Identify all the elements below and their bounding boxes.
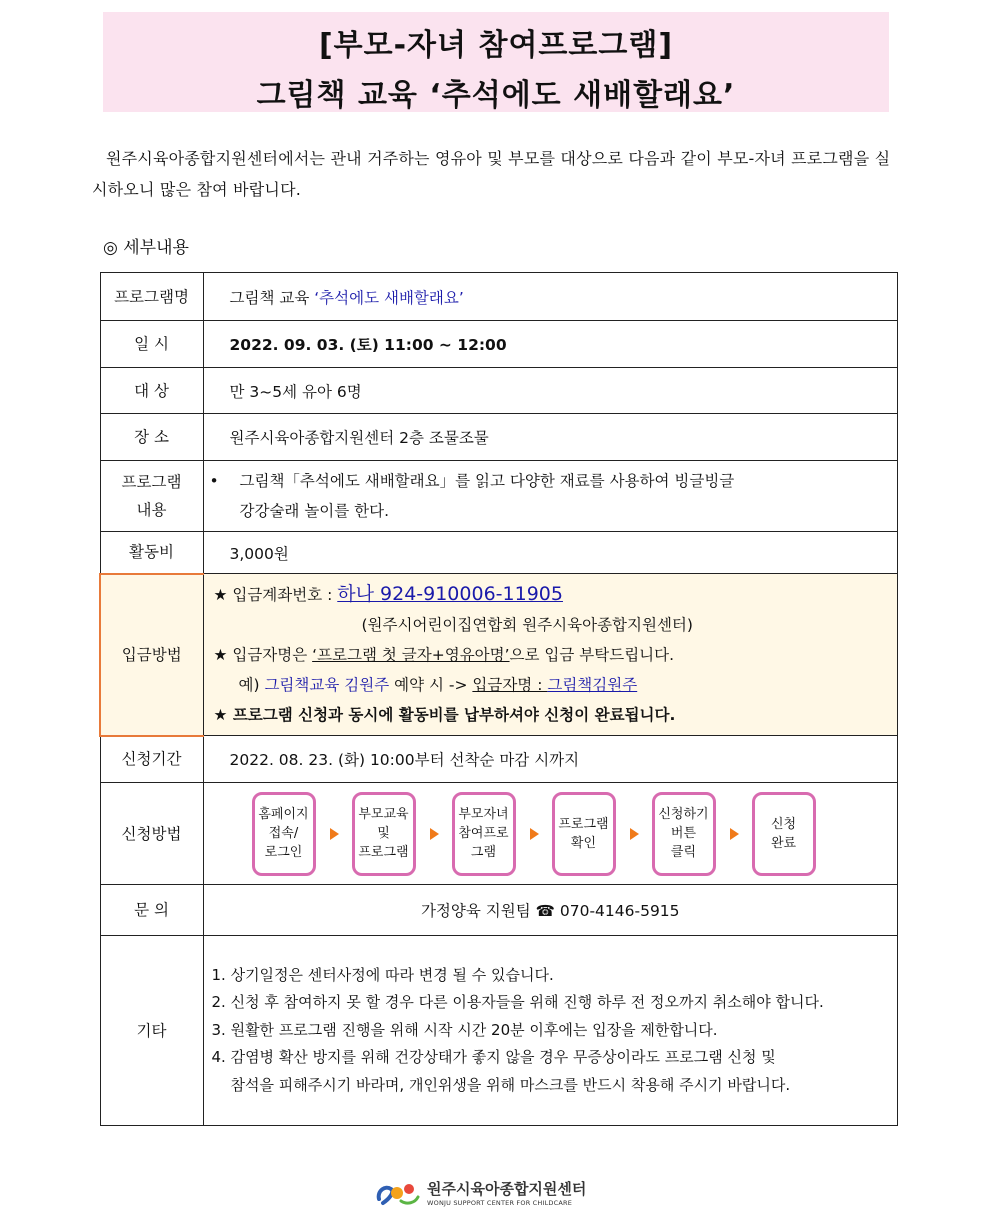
depositor-rule: ‘프로그램 첫 글자+영유아명’: [312, 646, 510, 664]
step-text: 확인: [570, 835, 597, 851]
example-line: [214, 670, 898, 700]
table-row: [100, 574, 898, 736]
example-mid: 예약 시 ->: [389, 676, 473, 694]
account-number[interactable]: 하나 924-910006-11905: [337, 583, 563, 605]
table-row: [100, 414, 898, 461]
table-row: [100, 736, 898, 783]
example-result: 그림책김원주: [547, 676, 638, 694]
step-box: [452, 792, 516, 876]
step-text: 부모자녀: [458, 807, 509, 822]
date-value: 2022. 09. 03. (토) 11:00 ~ 12:00: [203, 321, 898, 368]
etc-item-4: 4. 감염병 확산 방지를 위해 건강상태가 좋지 않을 경우 무증상이라도 프로그램 신청 및: [211, 1048, 776, 1067]
program-name-prefix: 그림책 교육: [229, 288, 315, 307]
content-line-2: 강강술래 놀이를 한다.: [239, 502, 390, 520]
example-prefix: 예): [238, 676, 265, 694]
etc-item-1: 1. 상기일정은 센터사정에 따라 변경 될 수 있습니다.: [211, 965, 554, 984]
intro-paragraph: 원주시육아종합지원센터에서는 관내 거주하는 영유아 및 부모를 대상으로 다음과 같이 부모-자녀 프로그램을 실시하오니 많은 참여 바랍니다.: [92, 149, 891, 199]
footer-logo: [375, 1177, 586, 1207]
payment-value: [203, 574, 898, 736]
step-text: 클릭: [670, 845, 697, 860]
step-text: 그램: [470, 845, 497, 860]
step-text: 버튼: [670, 826, 697, 841]
step-text: 신청하기: [658, 807, 709, 822]
program-name-highlight: ‘추석에도 새배할래요’: [314, 288, 464, 307]
arrow-right-icon: [630, 828, 639, 840]
step-box: [252, 792, 316, 876]
row-label-payment: 입금방법: [100, 574, 203, 736]
table-row: [100, 461, 898, 532]
content-label-line-2: 내용: [136, 501, 167, 519]
account-line: [214, 579, 898, 610]
etc-item-4-continued: 참석을 피해주시기 바라며, 개인위생을 위해 마스크를 반드시 착용해 주시기 바랍니다.: [230, 1075, 791, 1094]
method-value: [203, 783, 898, 885]
etc-item-3: 3. 원활한 프로그램 진행을 위해 시작 시간 20분 이후에는 입장을 제한합니다.: [211, 1020, 718, 1039]
star-icon: ★: [213, 646, 228, 664]
row-label-method: 신청방법: [100, 783, 203, 885]
content-label-line-1: 프로그램: [121, 473, 182, 491]
depositor-suffix: 으로 입금 부탁드립니다.: [509, 646, 675, 664]
account-label: 입금계좌번호 :: [232, 586, 338, 604]
step-box: [652, 792, 716, 876]
row-label-program-name: 프로그램명: [100, 273, 203, 321]
row-label-fee: 활동비: [100, 532, 203, 574]
table-row: [100, 368, 898, 414]
step-text: 프로그램: [358, 845, 409, 860]
star-icon: ★: [213, 706, 228, 724]
phone-icon: ☎: [535, 902, 555, 920]
step-text: 완료: [770, 835, 797, 851]
content-value: [203, 461, 898, 532]
table-row: [100, 783, 898, 885]
details-table: [99, 272, 898, 1126]
bullet-icon: •: [209, 472, 219, 490]
payment-notice: [214, 700, 898, 730]
payment-notice-text: 프로그램 신청과 동시에 활동비를 납부하셔야 신청이 완료됩니다.: [232, 706, 676, 724]
step-text: 접속/: [268, 826, 299, 841]
depositor-line: [214, 640, 898, 670]
step-text: 참여프로: [458, 826, 509, 841]
row-label-date: 일 시: [100, 321, 203, 368]
etc-value: [203, 936, 898, 1126]
arrow-right-icon: [730, 828, 739, 840]
content-line-1: 그림책「추석에도 새배할래요」를 읽고 다양한 재료를 사용하여 빙글빙글: [239, 472, 735, 490]
title-line-2: 그림책 교육 ‘추석에도 새배할래요’: [256, 78, 736, 113]
row-label-contact: 문 의: [100, 885, 203, 936]
row-label-place: 장 소: [100, 414, 203, 461]
contact-team: 가정양육 지원팀: [420, 902, 536, 920]
row-label-period: 신청기간: [100, 736, 203, 783]
row-label-target: 대 상: [100, 368, 203, 414]
step-text: 부모교육: [358, 807, 409, 822]
arrow-right-icon: [430, 828, 439, 840]
step-text: 및: [377, 826, 390, 841]
row-label-etc: 기타: [100, 936, 203, 1126]
step-text: 홈페이지: [258, 807, 309, 822]
footer-org-name: 원주시육아종합지원센터: [427, 1179, 587, 1198]
table-row: [100, 885, 898, 936]
arrow-right-icon: [330, 828, 339, 840]
center-logo-icon: [375, 1177, 421, 1207]
star-icon: ★: [213, 586, 228, 604]
title-banner: [103, 12, 889, 112]
step-text: 로그인: [264, 845, 303, 860]
account-holder: (원주시어린이집연합회 원주시육아종합지원센터): [361, 616, 693, 634]
section-heading: ◎ 세부내용: [103, 238, 189, 258]
place-value: 원주시육아종합지원센터 2층 조물조물: [203, 414, 898, 461]
example-result-label: 입금자명 :: [472, 676, 548, 694]
program-name-value: [203, 273, 898, 321]
arrow-right-icon: [530, 828, 539, 840]
contact-phone: 070-4146-5915: [554, 902, 680, 920]
table-row: [100, 273, 898, 321]
title-line-1: [부모-자녀 참여프로그램]: [318, 28, 674, 63]
row-label-content: [100, 461, 203, 532]
step-text: 프로그램: [558, 816, 609, 832]
application-steps: [204, 792, 898, 876]
footer-org-english: WONJU SUPPORT CENTER FOR CHILDCARE: [427, 1198, 573, 1207]
table-row: [100, 936, 898, 1126]
step-box: [352, 792, 416, 876]
depositor-prefix: 입금자명은: [232, 646, 313, 664]
period-value: 2022. 08. 23. (화) 10:00부터 선착순 마감 시까지: [203, 736, 898, 783]
table-row: [100, 532, 898, 574]
fee-value: 3,000원: [203, 532, 898, 574]
contact-value: [203, 885, 898, 936]
etc-item-2: 2. 신청 후 참여하지 못 할 경우 다른 이용자들을 위해 진행 하루 전 정오까지 취소해야 합니다.: [211, 993, 824, 1012]
step-box: [752, 792, 816, 876]
step-box: [552, 792, 616, 876]
example-name: 그림책교육 김원주: [264, 676, 390, 694]
target-value: 만 3~5세 유아 6명: [203, 368, 898, 414]
table-row: [100, 321, 898, 368]
step-text: 신청: [770, 816, 797, 832]
